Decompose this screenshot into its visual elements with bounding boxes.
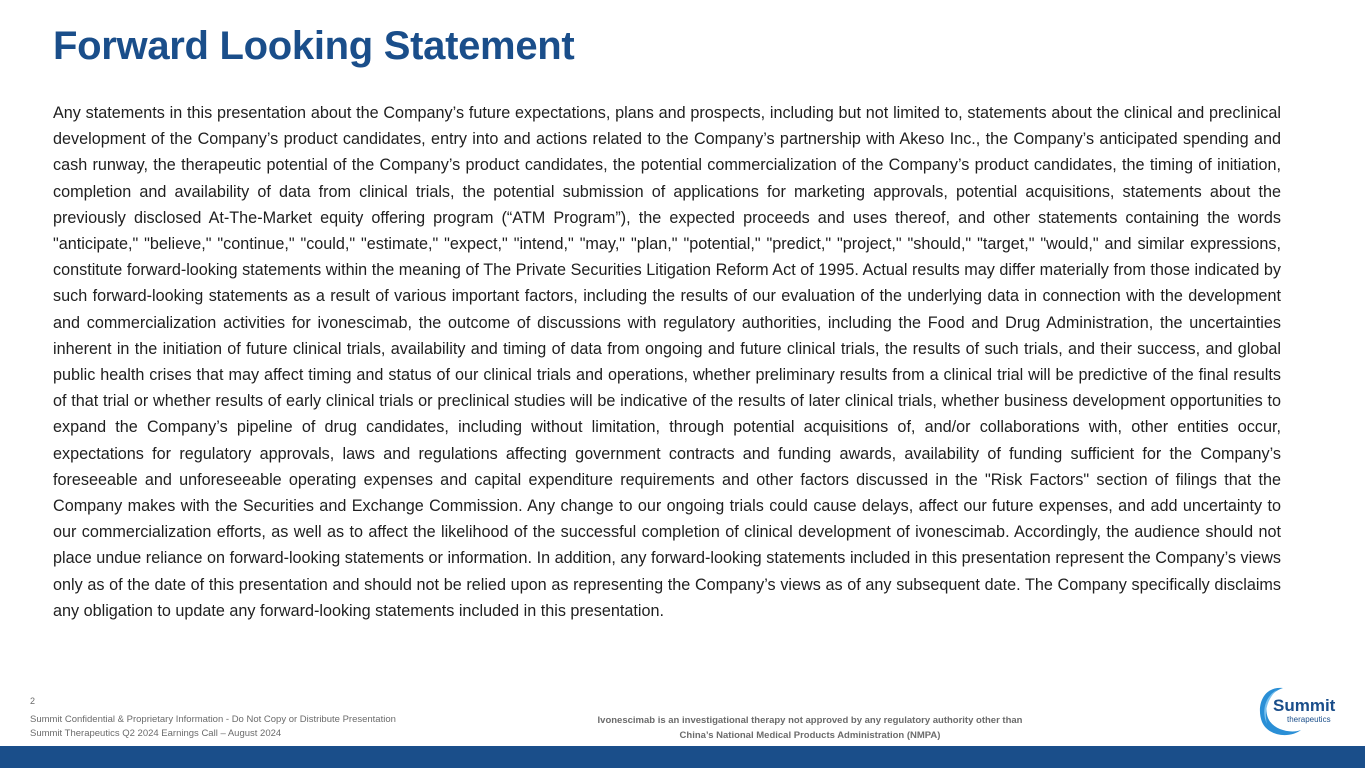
footer-left <box>30 713 396 741</box>
disclaimer-line-2: China’s National Medical Products Administration (NMPA) <box>679 730 941 741</box>
regulatory-disclaimer <box>510 713 1110 743</box>
disclaimer-line-1: Ivonescimab is an investigational therapy not approved by any regulatory authority other than <box>597 715 1023 726</box>
slide-title: Forward Looking Statement <box>53 24 575 68</box>
summit-logo <box>1255 682 1341 738</box>
event-label: Summit Therapeutics Q2 2024 Earnings Call – August 2024 <box>30 728 282 739</box>
logo-tagline: therapeutics <box>1287 715 1331 724</box>
logo-wordmark: Summit <box>1273 696 1336 715</box>
forward-looking-statement-text: Any statements in this presentation about the Company’s future expectations, plans and prospects, including but not limited to, statements about the clinical and preclinical development of the Company’s product candidates, entry into and actions related to the Company’s partnership with Akeso Inc., the Company’s anticipated spending and cash runway, the therapeutic potential of the Company’s product candidates, the potential commercialization of the Company’s product candidates, the timing of initiation, completion and availability of data from clinical trials, the potential submission of applications for marketing approvals, potential acquisitions, statements about the previously disclosed At-The-Market equity offering program (“ATM Program”), the expected proceeds and uses thereof, and other statements containing the words "anticipate," "believe," "continue," "could," "estimate," "expect," "intend," "may," "plan," "potential," "predict," "project," "should," "target," "would," and similar expressions, constitute forward-looking statements within the meaning of The Private Securities Litigation Reform Act of 1995. Actual results may differ materially from those indicated by such forward-looking statements as a result of various important factors, including the results of our evaluation of the underlying data in connection with the development and commercialization activities for ivonescimab, the outcome of discussions with regulatory authorities, including the Food and Drug Administration, the uncertainties inherent in the initiation of future clinical trials, availability and timing of data from ongoing and future clinical trials, the results of such trials, and their success, and global public health crises that may affect timing and status of our clinical trials and operations, whether preliminary results from a clinical trial will be predictive of the final results of that trial or whether results of early clinical trials or preclinical studies will be indicative of the results of later clinical trials, whether business development opportunities to expand the Company’s pipeline of drug candidates, including without limitation, through potential acquisitions of, and/or collaborations with, other entities occur, expectations for regulatory approvals, laws and regulations affecting government contracts and funding awards, availability of funding sufficient for the Company’s foreseeable and unforeseeable operating expenses and capital expenditure requirements and other factors discussed in the "Risk Factors" section of filings that the Company makes with the Securities and Exchange Commission. Any change to our ongoing trials could cause delays, affect our future expenses, and add uncertainty to our commercialization efforts, as well as to affect the likelihood of the successful completion of clinical development of ivonescimab. Accordingly, the audience should not place undue reliance on forward-looking statements or information. In addition, any forward-looking statements included in this presentation represent the Company’s views only as of the date of this presentation and should not be relied upon as representing the Company’s views as of any subsequent date. The Company specifically disclaims any obligation to update any forward-looking statements included in this presentation. <box>53 104 1281 620</box>
page-number: 2 <box>30 696 36 706</box>
bottom-brand-bar <box>0 746 1365 768</box>
confidentiality-notice: Summit Confidential & Proprietary Information - Do Not Copy or Distribute Presentation <box>30 714 396 725</box>
